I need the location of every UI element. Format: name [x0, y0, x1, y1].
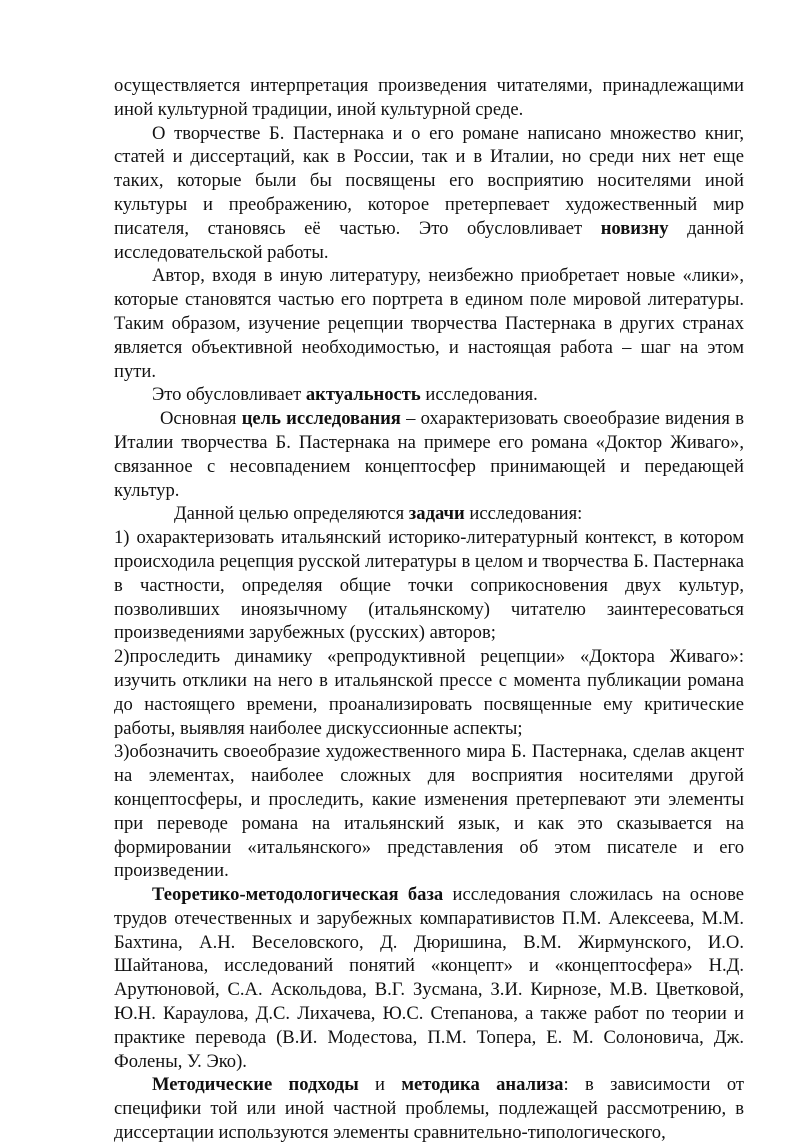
paragraph-text: – охарактеризовать своеобразие видения в Италии творчества Б. Пастернака на примере его романа «Доктор Живаго», связанное с несовпадением концептосфер принимающей и передающей культур. [114, 408, 744, 501]
paragraph-tasks-intro [114, 502, 744, 526]
paragraph-author-faces [114, 264, 744, 383]
task-item-2 [114, 645, 744, 740]
paragraph-intro-continuation [114, 74, 744, 122]
paragraph-research-goal [114, 407, 744, 502]
paragraph-text: Основная [160, 408, 242, 430]
paragraph-methods [114, 1073, 744, 1144]
paragraph-text: О творчестве Б. Пастернака и о его романе написано множество книг, статей и диссертаций, как в России, так и в Италии, но среди них нет еще таких, которые были бы посвящены его восприятию носителями иной культуры и преображению, которое претерпевает художественный мир писателя, становясь её частью. Это обусловливает [114, 122, 744, 239]
task-item-1 [114, 526, 744, 645]
tasks-term: задачи [408, 503, 465, 525]
paragraph-text: исследования. [420, 384, 538, 406]
document-page [114, 74, 744, 1145]
goal-term: цель исследования [241, 408, 401, 430]
paragraph-text: Это обусловливает [152, 384, 306, 406]
paragraph-text: : в зависимости от специфики той или иной частной проблемы, подлежащей рассмотрению, в диссертации используются элементы сравнительно-типологического, [114, 1074, 744, 1144]
task-item-3 [114, 740, 744, 883]
paragraph-text: Данной целью определяются [174, 503, 409, 525]
paragraph-text: 1) охарактеризовать итальянский историко-литературный контекст, в котором происходила рецепция русской литературы в целом и творчества Б. Пастернака в частности, определяя общие точки соприкосновения двух культур, позволивших иноязычному (итальянскому) читателю заинтересоваться произведениями зарубежных (русских) авторов; [114, 527, 744, 644]
paragraph-text: 2)проследить динамику «репродуктивной рецепции» «Доктора Живаго»: изучить отклики на него в итальянской прессе с момента публикации романа до настоящего времени, проанализировать посвященные ему критические работы, выявляя наиболее дискуссионные аспекты; [114, 646, 744, 739]
methodological-base-term: Теоретико-методологическая база [152, 884, 444, 906]
paragraph-text: исследования: [464, 503, 583, 525]
paragraph-text: осуществляется интерпретация произведения читателями, принадлежащими иной культурной традиции, иной культурной среде. [114, 75, 744, 120]
paragraph-text: Автор, входя в иную литературу, неизбежно приобретает новые «лики», которые становятся частью его портрета в едином поле мировой литературы. Таким образом, изучение рецепции творчества Пастернака в других странах является объективной необходимостью, и настоящая работа – шаг на этом пути. [114, 265, 744, 382]
paragraph-novelty [114, 122, 744, 265]
analysis-term: методика анализа [401, 1074, 564, 1096]
methods-term: Методические подходы [152, 1074, 359, 1096]
paragraph-text: исследования сложилась на основе трудов отечественных и зарубежных компаративистов П.М. Алексеева, М.М. Бахтина, А.Н. Веселовского, Д. Дюришина, В.М. Жирмунского, И.О. Шайтанова, исследований понятий «концепт» и «концептосфера» Н.Д. Арутюновой, С.А. Аскольдова, В.Г. Зусмана, З.И. Кирнозе, М.В. Цветковой, Ю.Н. Караулова, Д.С. Лихачева, Ю.С. Степанова, а также работ по теории и практике перевода (В.И. Модестова, П.М. Топера, Е. М. Солоновича, Дж. Фолены, У. Эко). [114, 884, 744, 1072]
paragraph-text: данной исследовательской работы. [114, 217, 744, 263]
relevance-term: актуальность [305, 384, 421, 406]
novelty-term: новизну [600, 217, 669, 239]
paragraph-relevance [114, 383, 744, 407]
paragraph-text: 3)обозначить своеобразие художественного мира Б. Пастернака, сделав акцент на элементах, наиболее сложных для восприятия носителями другой концептосферы, и проследить, какие изменения претерпевают эти элементы при переводе романа на итальянский язык, и как это сказывается на формировании «итальянского» представления об этом писателе и его произведении. [114, 741, 744, 882]
paragraph-text: и [358, 1074, 402, 1096]
paragraph-methodological-base [114, 883, 744, 1073]
